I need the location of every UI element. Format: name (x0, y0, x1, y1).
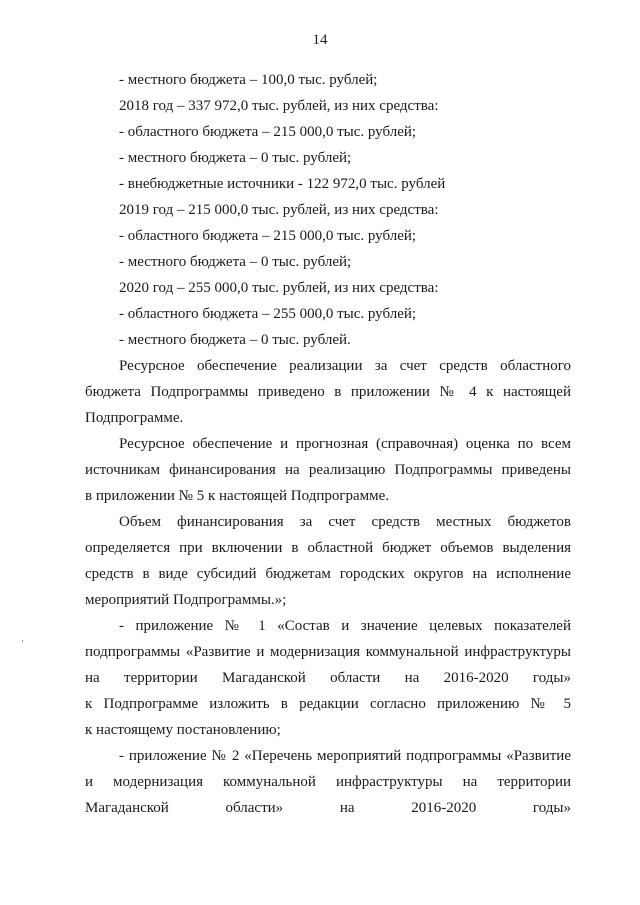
paragraph-first-line: Ресурсное обеспечение реализации за счет средств областного (119, 358, 571, 374)
paragraph-line: подпрограммы «Развитие и модернизация коммунальной инфраструктуры (85, 644, 571, 660)
paragraph-line: и модернизация коммунальной инфраструктуры на территории (85, 774, 571, 790)
list-item: - местного бюджета – 0 тыс. рублей; (119, 150, 352, 166)
scan-mark (22, 640, 23, 642)
list-item: - внебюджетные источники - 122 972,0 тыс. рублей (119, 176, 446, 192)
paragraph-line: к настоящему постановлению; (85, 722, 281, 738)
list-item: - областного бюджета – 215 000,0 тыс. рублей; (119, 228, 417, 244)
paragraph-line: источникам финансирования на реализацию Подпрограммы приведены (85, 462, 571, 478)
list-item: 2019 год – 215 000,0 тыс. рублей, из них средства: (119, 202, 439, 218)
paragraph-line: на территории Магаданской области на 2016-2020 годы» (85, 670, 571, 686)
paragraph-line: к Подпрограмме изложить в редакции согласно приложению № 5 (85, 696, 571, 712)
paragraph-line: Магаданской области» на 2016-2020 годы» (85, 800, 571, 816)
paragraph-line: средств в виде субсидий бюджетам городских округов на исполнение (85, 566, 571, 582)
list-item: - областного бюджета – 215 000,0 тыс. рублей; (119, 124, 417, 140)
paragraph-first-line: - приложение № 2 «Перечень мероприятий подпрограммы «Развитие (119, 748, 571, 764)
page-number: 14 (312, 32, 328, 48)
paragraph-line: мероприятий Подпрограммы.»; (85, 592, 287, 608)
paragraph-first-line: - приложение № 1 «Состав и значение целевых показателей (119, 618, 571, 634)
list-item: 2020 год – 255 000,0 тыс. рублей, из них средства: (119, 280, 439, 296)
paragraph-line: бюджета Подпрограммы приведено в приложении № 4 к настоящей (85, 384, 571, 400)
paragraph-line: определяется при включении в областной бюджет объемов выделения (85, 540, 571, 556)
list-item: - местного бюджета – 0 тыс. рублей; (119, 254, 352, 270)
paragraph-line: в приложении № 5 к настоящей Подпрограмме. (85, 488, 390, 504)
list-item: - местного бюджета – 100,0 тыс. рублей; (119, 72, 378, 88)
list-item: 2018 год – 337 972,0 тыс. рублей, из них средства: (119, 98, 439, 114)
list-item: - областного бюджета – 255 000,0 тыс. рублей; (119, 306, 417, 322)
paragraph-first-line: Объем финансирования за счет средств местных бюджетов (119, 514, 571, 530)
paragraph-first-line: Ресурсное обеспечение и прогнозная (справочная) оценка по всем (119, 436, 571, 452)
list-item: - местного бюджета – 0 тыс. рублей. (119, 332, 351, 348)
paragraph-line: Подпрограмме. (85, 410, 184, 426)
